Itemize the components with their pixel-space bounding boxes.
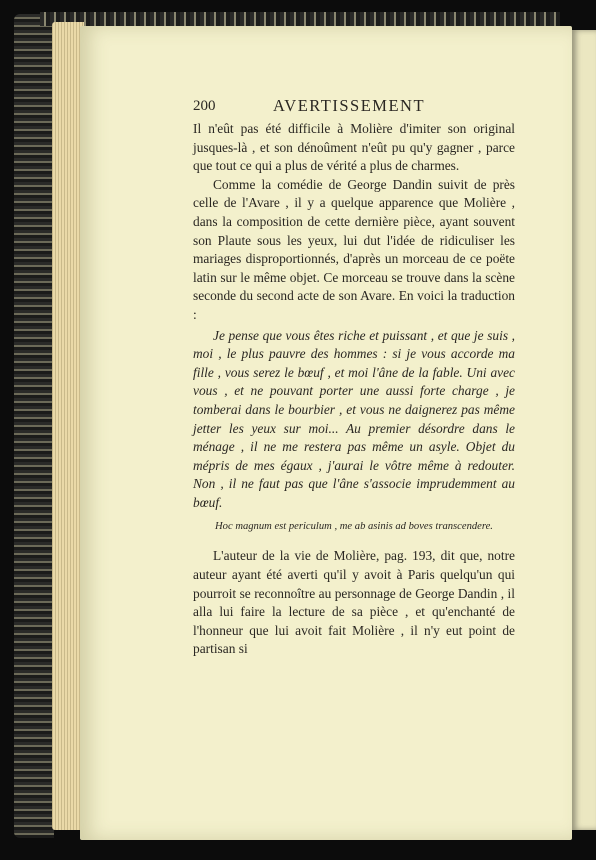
book-spine-binding <box>14 14 54 838</box>
page-text <box>193 96 515 659</box>
page-header <box>193 96 515 120</box>
paragraph-3: L'auteur de la vie de Molière, pag. 193, dit que, notre auteur ayant été averti qu'il y avoit à Paris quelqu'un qui pourroit se reconnoître au personnage de George Dandin , il alla lui faire la lecture de sa pièce , et qu'enchanté de l'honneur que lui avoit fait Molière , il n'y eut point de partisan si <box>193 548 515 657</box>
book-top-binding <box>40 12 560 26</box>
paragraph-2: Comme la comédie de George Dandin suivit de près celle de l'Avare , il y a quelque apparence que Molière , dans la composition de cette dernière pièce, ayant souvent son Plaute sous les yeux, lui dut l'idée de ridiculiser les mariages disproportionnés, d'après un morceau de ce poëte latin sur le même objet. Ce morceau se trouve dans la scène seconde du second acte de son Avare. En voici la traduction : <box>193 176 515 322</box>
facing-page-edge <box>572 30 596 830</box>
running-title: AVERTISSEMENT <box>273 96 426 115</box>
latin-quotation: Hoc magnum est periculum , me ab asinis ad boves transcendere. <box>215 521 493 533</box>
paragraph-1: Il n'eût pas été difficile à Molière d'imiter son original jusques-là , et son dénoûment n'eût pu qu'y gagner , parce que tout ce qui a plus de vérité a plus de charmes. <box>193 121 515 174</box>
quoted-translation: Je pense que vous êtes riche et puissant , et que je suis , moi , le plus pauvre des hommes : si je vous accorde ma fille , vous serez le bœuf , et moi l'âne de la fable. Uni avec vous , et ne pouvant porter une aussi forte charge , je tomberai dans le bourbier , et vous ne daignerez pas même jetter les yeux sur moi... Au premier désordre dans le ménage , il ne me restera pas même un asyle. Objet du mépris de mes égaux , j'aurai le vôtre même à redouter. Non , il ne faut pas que l'âne s'associe imprudemment au bœuf. <box>193 327 515 510</box>
page-number: 200 <box>193 98 216 114</box>
